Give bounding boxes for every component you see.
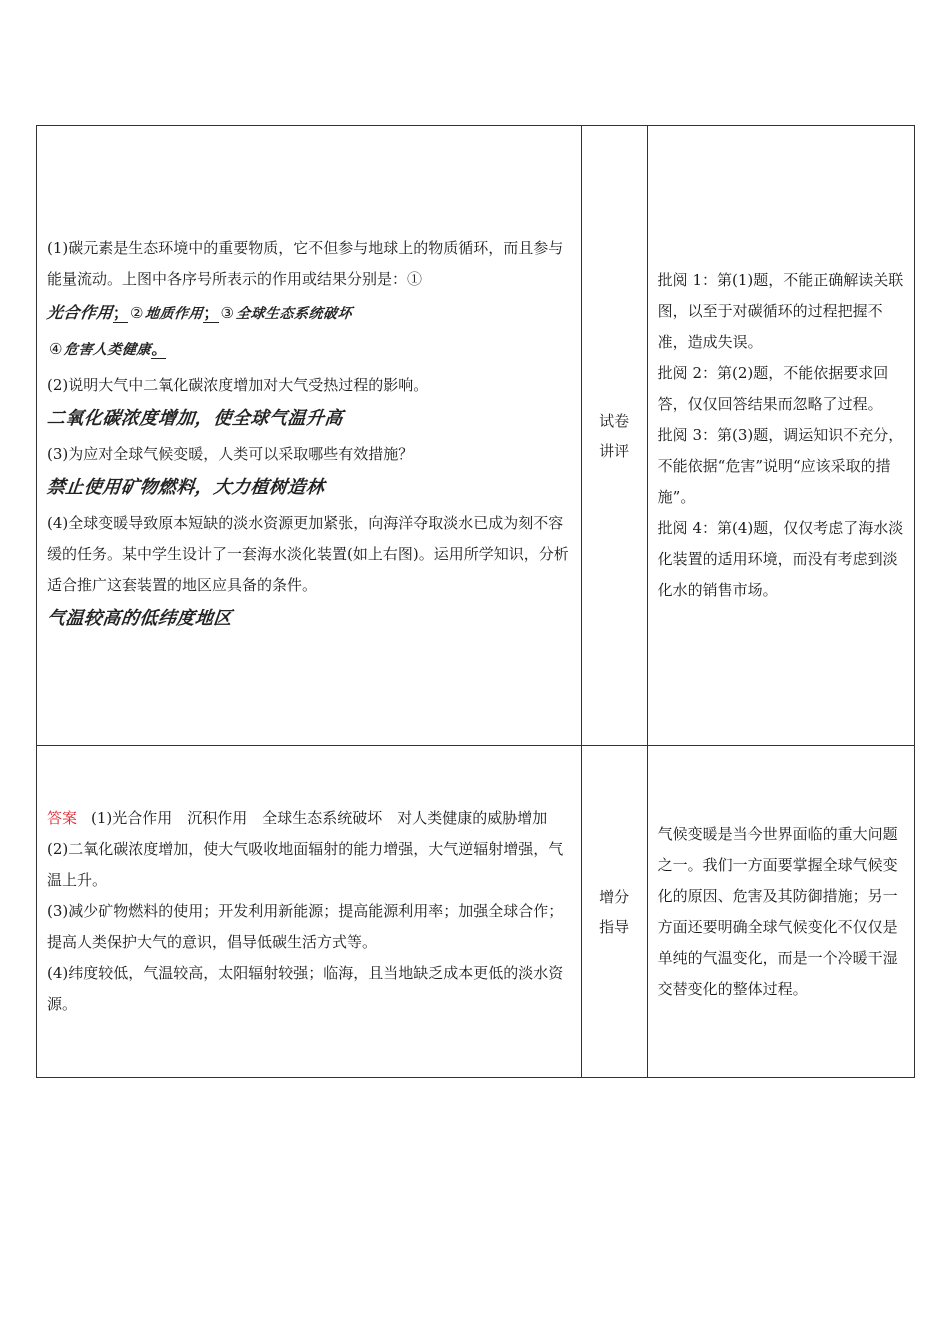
review-comment-1: 批阅 1：第(1)题，不能正确解读关联图，以至于对碳循环的过程把握不准，造成失误。 — [657, 271, 904, 351]
answer-key-cell — [37, 746, 582, 1078]
answer-2-line — [47, 403, 571, 435]
guide-label-1: 增分 — [599, 887, 630, 906]
lesson-table — [36, 125, 915, 1078]
guide-comment-cell — [647, 746, 914, 1078]
number-4: ④ — [49, 339, 63, 358]
answer-tag: 答案 — [47, 809, 78, 827]
answer-1 — [47, 803, 571, 834]
question-3-text: (3)为应对全球气候变暖，人类可以采取哪些有效措施？ — [47, 444, 414, 463]
number-2: ② — [130, 303, 144, 322]
review-comment-4: 批阅 4：第(4)题，仅仅考虑了海水淡化装置的适用环境，而没有考虑到淡化水的销售市场。 — [657, 519, 904, 599]
review-label-cell — [581, 126, 647, 746]
handwritten-answer-1-1: 光合作用 — [46, 302, 115, 322]
review-label-2: 讲评 — [599, 441, 630, 460]
handwritten-answer-2: 二氧化碳浓度增加，使全球气温升高 — [45, 407, 345, 429]
question-1-text: (1)碳元素是生态环境中的重要物质，它不但参与地球上的物质循环，而且参与能量流动。上图中各序号所表示的作用或结果分别是：① — [47, 238, 564, 288]
answer-1-line-b — [47, 334, 571, 366]
answer-4-line — [47, 603, 571, 635]
question-4-text: (4)全球变暖导致原本短缺的淡水资源更加紧张，向海洋夺取淡水已成为刻不容缓的任务。某中学生设计了一套海水淡化装置(如上右图)。运用所学知识，分析适合推广这套装置的地区应具备的条件。 — [47, 513, 569, 594]
handwritten-answer-3: 禁止使用矿物燃料，大力植树造林 — [45, 476, 326, 498]
answer-1-line-a — [47, 297, 571, 330]
review-label-1: 试卷 — [599, 411, 630, 430]
number-3: ③ — [220, 303, 234, 322]
answer-4: (4)纬度较低，气温较高，太阳辐射较强；临海，且当地缺乏成本更低的淡水资源。 — [47, 964, 564, 1013]
answer-3: (3)减少矿物燃料的使用；开发利用新能源；提高能源利用率；加强全球合作；提高人类保护大气的意识，倡导低碳生活方式等。 — [47, 902, 564, 951]
handwritten-answer-1-2: 地质作用 — [144, 305, 205, 322]
answer-3-line — [47, 472, 571, 504]
blank-underline: ； — [203, 303, 219, 322]
guide-label-cell — [581, 746, 647, 1078]
answer-2: (2)二氧化碳浓度增加，使大气吸收地面辐射的能力增强，大气逆辐射增强，气温上升。 — [47, 840, 564, 889]
student-work-cell — [37, 126, 582, 746]
answer-1-text: (1)光合作用 沉积作用 全球生态系统破坏 对人类健康的威胁增加 — [91, 809, 548, 827]
handwritten-answer-4: 气温较高的低纬度地区 — [45, 607, 234, 629]
review-row — [37, 126, 915, 746]
review-comments-cell — [647, 126, 914, 746]
question-2-text: (2)说明大气中二氧化碳浓度增加对大气受热过程的影响。 — [47, 375, 429, 394]
guide-label-2: 指导 — [599, 917, 630, 936]
handwritten-answer-1-4: 危害人类健康 — [63, 341, 153, 358]
review-comment-2: 批阅 2：第(2)题，不能依据要求回答，仅仅回答结果而忽略了过程。 — [657, 364, 889, 413]
handwritten-answer-1-3: 全球生态系统破坏 — [235, 305, 353, 322]
blank-underline: ； — [113, 303, 129, 322]
guide-comment: 气候变暖是当今世界面临的重大问题之一。我们一方面要掌握全球气候变化的原因、危害及其防御措施；另一方面还要明确全球气候变化不仅仅是单纯的气温变化，而是一个冷暖干湿交替变化的整体过程。 — [657, 824, 898, 998]
guide-row — [37, 746, 915, 1078]
blank-underline: 。 — [151, 339, 167, 358]
review-comment-3: 批阅 3：第(3)题，调运知识不充分，不能依据“危害”说明“应该采取的措施”。 — [657, 426, 904, 506]
